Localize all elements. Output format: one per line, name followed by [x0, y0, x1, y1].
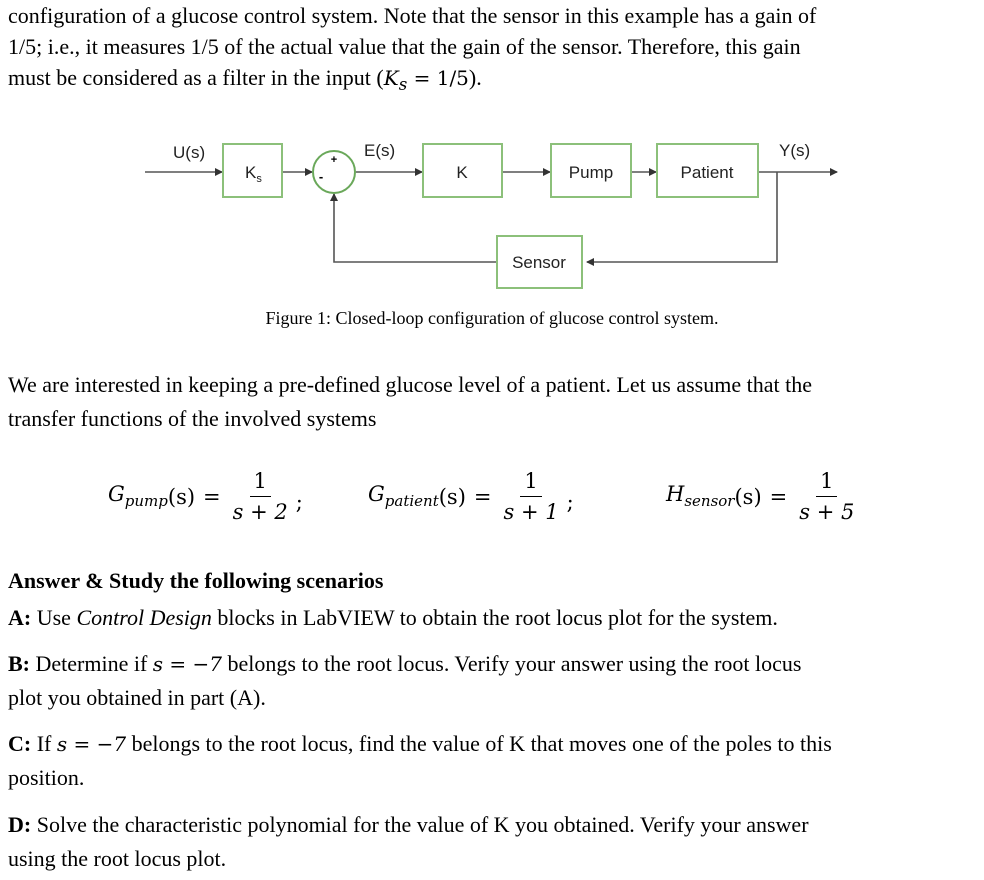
interest-paragraph	[8, 368, 976, 436]
question-b: B: Determine if s = −7 belongs to the root locus. Verify your answer using the root locus plot you obtained in part (A).	[8, 651, 802, 710]
intro-line-3: must be considered as a filter in the input $(K_s = 1/5)$.	[8, 65, 482, 94]
equation-g-patient: $G_{patient}$ (s) = $\frac{1}{s + 1}$ ;	[368, 466, 574, 527]
interest-line-2: transfer functions of the involved systems	[8, 406, 377, 431]
equation-g-pump: $G_{pump}$ (s) = $\frac{1}{s + 2}$ ;	[108, 466, 303, 527]
gain-ks-label: $K_s$	[245, 163, 262, 185]
controller-k-label: K	[456, 163, 468, 182]
interest-line-1: We are interested in keeping a pre-defined glucose level of a patient. Let us assume that the	[8, 372, 812, 397]
question-c: C: If s = −7 belongs to the root locus, find the value of K that moves one of the poles to this position.	[8, 731, 832, 790]
patient-label: Patient	[680, 163, 734, 182]
error-label: E(s)	[364, 141, 396, 160]
sensor-label: Sensor	[512, 253, 566, 272]
pump-label: Pump	[568, 163, 614, 182]
question-a: A: Use Control Design blocks in LabVIEW to obtain the root locus plot for the system.	[8, 605, 778, 630]
input-label: U(s)	[173, 143, 206, 162]
sum-plus-sign: +	[330, 154, 338, 166]
intro-line-2: 1/5; i.e., it measures 1/5 of the actual value that the gain of the sensor. Therefore, this gain	[8, 34, 801, 59]
scenarios-heading: Answer & Study the following scenarios	[8, 568, 384, 593]
figure-caption: Figure 1: Closed-loop configuration of glucose control system.	[265, 308, 719, 328]
intro-line-1: configuration of a glucose control system. Note that the sensor in this example has a gain of	[8, 3, 817, 28]
equation-h-sensor: $H_{sensor}$ (s) = $\frac{1}{s + 5}$	[666, 466, 858, 527]
sum-minus-sign: -	[318, 169, 324, 184]
block-diagram	[0, 128, 984, 298]
question-d: D: Solve the characteristic polynomial for the value of K you obtained. Verify your answer using the root locus plot.	[8, 812, 809, 871]
intro-paragraph	[8, 0, 976, 100]
output-label: Y(s)	[779, 141, 811, 160]
